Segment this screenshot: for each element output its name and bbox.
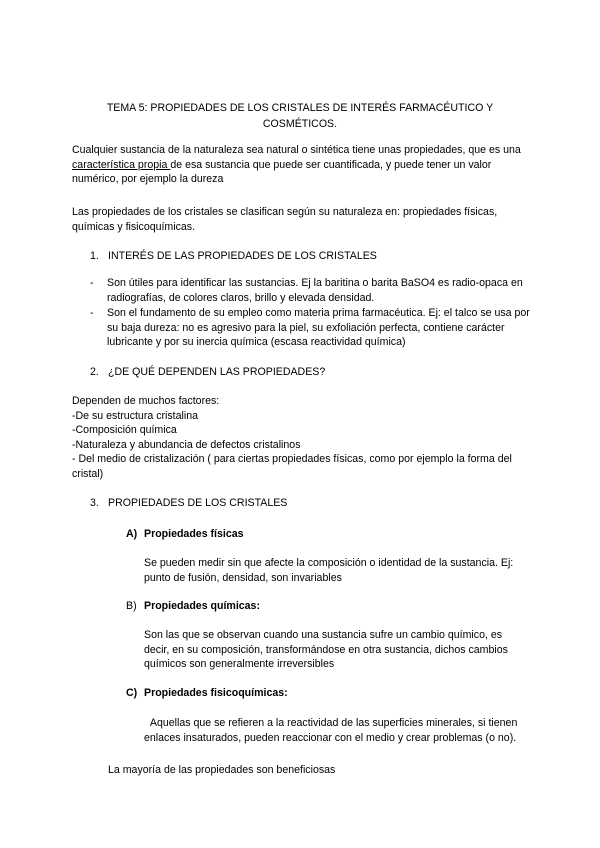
subsection-b-letter: B) — [126, 600, 137, 612]
bullet-dash: - — [90, 277, 94, 289]
section-1-bullet — [90, 276, 530, 305]
page-title: TEMA 5: PROPIEDADES DE LOS CRISTALES DE INTERÉS FARMACÉUTICO Y COSMÉTICOS. — [106, 102, 494, 130]
subsection-a-text: Se pueden medir sin que afecte la composición o identidad de la sustancia. Ej: punto de fusión, densidad, son invariables — [144, 557, 514, 584]
factors-line: -De su estructura cristalina — [72, 409, 198, 422]
section-1-title: INTERÉS DE LAS PROPIEDADES DE LOS CRISTALES — [108, 250, 377, 262]
section-2-heading — [90, 365, 530, 380]
section-3-number: 3. — [90, 497, 99, 509]
section-3-title: PROPIEDADES DE LOS CRISTALES — [108, 497, 288, 509]
intro-underlined-text: característica propia — [72, 158, 171, 171]
bullet-text: Son el fundamento de su empleo como materia prima farmacéutica. Ej: el talco se usa por su baja dureza: no es agresivo para la piel, su exfoliación perfecta, contiene carácter lubricante y por su inercia química (escasa reactividad química) — [107, 307, 530, 348]
section-2-body — [72, 394, 532, 481]
intro-paragraph — [72, 143, 532, 187]
subsection-c-text: Aquellas que se refieren a la reactividad de las superficies minerales, si tienen enlaces insaturados, pueden reaccionar con el medio y crear problemas (o no). — [144, 717, 521, 744]
section-1-heading — [90, 249, 530, 264]
subsection-a-heading — [126, 527, 526, 542]
intro-text-start: Cualquier sustancia de la naturaleza sea natural o sintética tiene unas propiedades, que es una — [72, 144, 521, 156]
subsection-b-title: Propiedades químicas: — [144, 600, 260, 612]
classification-paragraph — [72, 205, 532, 234]
classification-text: Las propiedades de los cristales se clasifican según su naturaleza en: propiedades físicas, químicas y fisicoquímicas. — [72, 206, 498, 233]
bullet-dash: - — [90, 307, 94, 319]
section-1-number: 1. — [90, 250, 99, 262]
subsection-a-title: Propiedades físicas — [144, 528, 244, 540]
section-2-title: ¿DE QUÉ DEPENDEN LAS PROPIEDADES? — [108, 366, 326, 378]
subsection-b-heading — [126, 599, 526, 614]
section-1-bullet — [90, 306, 530, 350]
bullet-text: Son útiles para identificar las sustancias. Ej la baritina o barita BaSO4 es radio-opaca en radiografías, de colores claros, brillo y elevada densidad. — [107, 277, 523, 304]
closing-line: La mayoría de las propiedades son beneficiosas — [108, 764, 336, 776]
subsection-c-heading — [126, 686, 526, 701]
subsection-b-text: Son las que se observan cuando una sustancia sufre un cambio químico, es decir, en su composición, transformándose en otra sustancia, dichos cambios químicos son generalmente irreversibles — [144, 629, 508, 670]
subsection-a-letter: A) — [126, 528, 138, 540]
factors-line: -Composición química — [72, 424, 177, 436]
factors-line: -Naturaleza y abundancia de defectos cristalinos — [72, 438, 301, 451]
section-2-number: 2. — [90, 366, 99, 378]
factors-line: - Del medio de cristalización ( para ciertas propiedades físicas, como por ejemplo la forma del cristal) — [72, 453, 512, 480]
subsection-c-letter: C) — [126, 687, 138, 699]
intro-text-end: de esa sustancia que puede ser cuantificada, y puede tener un valor numérico, por ejemplo la dureza — [72, 158, 492, 185]
section-3-heading — [90, 496, 530, 511]
factors-line: Dependen de muchos factores: — [72, 395, 220, 407]
subsection-c-title: Propiedades fisicoquímicas: — [144, 687, 288, 699]
